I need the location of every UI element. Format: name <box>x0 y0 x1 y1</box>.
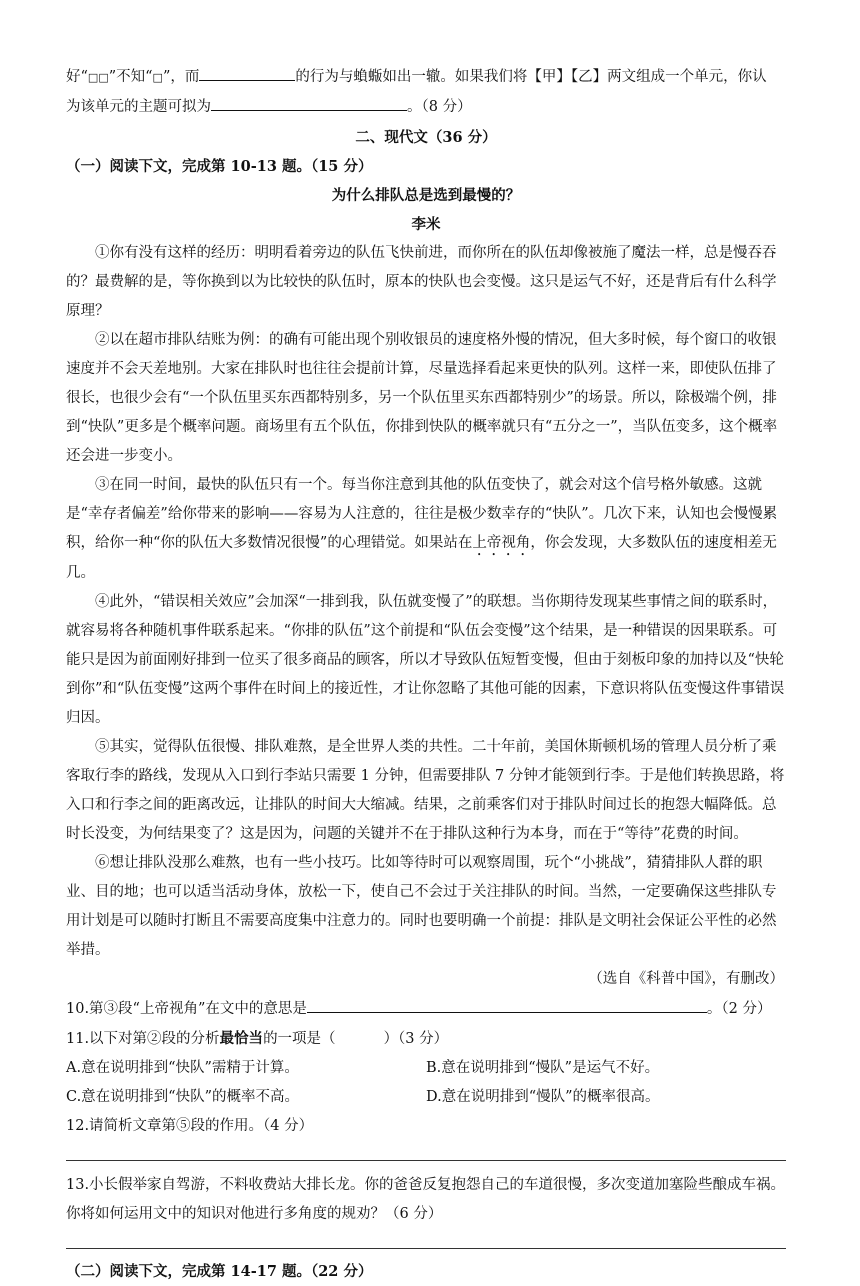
option-d[interactable]: D.意在说明排到“慢队”的概率很高。 <box>426 1089 660 1105</box>
emphasized-term: 上帝视角 <box>472 535 531 551</box>
option-c[interactable]: C.意在说明排到“快队”的概率不高。 <box>66 1089 300 1105</box>
question-text: 。（2 分） <box>706 1001 772 1017</box>
option-b[interactable]: B.意在说明排到“慢队”是运气不好。 <box>426 1060 660 1076</box>
question-text: 11.以下对第②段的分析 <box>66 1031 220 1047</box>
article-paragraph-2: ②以在超市排队结账为例：的确有可能出现个别收银员的速度格外慢的情况，但大多时候，每个窗口的收银速度并不会天差地别。大家在排队时也往往会提前计算，尽量选择看起来更快的队列。这样一来，即使队伍排了很长，也很少会有“一个队伍里买东西都特别多，另一个队伍里买东西都特别少”的场景。所以，除极端个例，排到“快队”更多是个概率问题。商场里有五个队伍，你排到快队的概率就只有“五分之一”，当队伍变多，这个概率还会进一步变小。 <box>66 332 778 464</box>
missing-char-box: □□ <box>87 71 109 84</box>
fill-blank-1[interactable] <box>199 62 295 81</box>
question-10 <box>66 994 786 1024</box>
text-fragment: 的行为与蝜蝂如出一辙。如果我们将【甲】【乙】两文组成一个单元，你认 <box>295 69 767 85</box>
option-a[interactable]: A.意在说明排到“快队”需精于计算。 <box>66 1060 299 1076</box>
missing-char-box: □ <box>152 71 163 84</box>
section-title: 二、现代文（36 分） <box>355 129 497 146</box>
text-fragment: ”，而 <box>162 69 200 85</box>
top-line-1 <box>66 62 786 92</box>
text-fragment: 为该单元的主题可拟为 <box>66 99 211 115</box>
article-title: 为什么排队总是选到最慢的？ <box>331 187 521 204</box>
question-text: 10.第③段“上帝视角”在文中的意思是 <box>66 1001 307 1017</box>
article-paragraph-4: ④此外，“错误相关效应”会加深“一排到我，队伍就变慢了”的联想。当你期待发现某些事情之间的联系时，就容易将各种随机事件联系起来。“你排的队伍”这个前提和“队伍会变慢”这个结果，是一种错误的因果联系。可能只是因为前面刚好排到一位买了很多商品的顾客，所以才导致队伍短暂变慢，但由于刻板印象的加持以及“快轮到你”和“队伍变慢”这两个事件在时间上的接近性，才让你忽略了其他可能的因素，下意识将队伍变慢这件事错误归因。 <box>66 594 785 726</box>
exam-page <box>66 62 786 1286</box>
options-row-1 <box>66 1054 786 1083</box>
article-paragraph-5: ⑤其实，觉得队伍很慢、排队难熬，是全世界人类的共性。二十年前，美国休斯顿机场的管理人员分析了乘客取行李的路线，发现从入口到行李站只需要 1 分钟，但需要排队 7 分钟才能领到行李。于是他们转换思路，将入口和行李之间的距离改远，让排队的时间大大缩减。结果，之前乘客们对于排队时间过长的抱怨大幅降低。总时长没变，为何结果变了？这是因为，问题的关键并不在于排队这种行为本身，而在于“等待”花费的时间。 <box>66 739 785 842</box>
options-row-2 <box>66 1083 786 1112</box>
article-paragraph-6: ⑥想让排队没那么难熬，也有一些小技巧。比如等待时可以观察周围，玩个“小挑战”，猜猜排队人群的职业、目的地；也可以适当活动身体，放松一下，使自己不会过于关注排队的时间。当然，一定要确保这些排队专用计划是可以随时打断且不需要高度集中注意力的。同时也要明确一个前提：排队是文明社会保证公平性的必然举措。 <box>66 855 777 958</box>
text-fragment: ，你会发现，大多数队伍的速度相差无几。 <box>66 535 777 581</box>
text-fragment: 好“ <box>66 69 88 85</box>
fill-blank-theme[interactable] <box>211 92 407 111</box>
question-12: 12.请简析文章第⑤段的作用。（4 分） <box>66 1118 314 1134</box>
article-paragraph-3 <box>66 471 786 588</box>
question-11 <box>66 1024 786 1054</box>
part2-heading: （二）阅读下文，完成第 14-17 题。（22 分） <box>66 1263 373 1280</box>
question-text: 的一项是（ <box>263 1031 336 1047</box>
part1-heading: （一）阅读下文，完成第 10-13 题。（15 分） <box>66 158 373 175</box>
question-13: 13.小长假举家自驾游，不料收费站大排长龙。你的爸爸反复抱怨自己的车道很慢，多次变道加塞险些酿成车祸。你将如何运用文中的知识对他进行多角度的规劝？（6 分） <box>66 1177 786 1222</box>
article-author: 李米 <box>411 216 441 233</box>
answer-blank-10[interactable] <box>307 994 707 1013</box>
text-fragment: 。（8 分） <box>407 99 472 115</box>
question-text: ）（3 分） <box>383 1031 449 1047</box>
text-fragment: ③在同一时间，最快的队伍只有一个。每当你注意到其他的队伍变快了，就会对这个信号格外敏感。这就是“幸存者偏差”给你带来的影响——容易为人注意的，往往是极少数幸存的“快队”。几次下来，认知也会慢慢累积，给你一种“你的队伍大多数情况很慢”的心理错觉。如果站在 <box>66 477 778 551</box>
article-source: （选自《科普中国》，有删改） <box>588 971 784 987</box>
question-emphasis: 最恰当 <box>219 1030 264 1047</box>
answer-line-12[interactable] <box>66 1159 786 1161</box>
top-line-2 <box>66 92 786 122</box>
text-fragment: ”不知“ <box>108 69 153 85</box>
article-paragraph-1: ①你有没有这样的经历：明明看着旁边的队伍飞快前进，而你所在的队伍却像被施了魔法一样，总是慢吞吞的？最费解的是，等你换到以为比较快的队伍时，原本的快队也会变慢。这只是运气不好，还是背后有什么科学原理？ <box>66 245 777 319</box>
answer-line-13[interactable] <box>66 1247 786 1249</box>
